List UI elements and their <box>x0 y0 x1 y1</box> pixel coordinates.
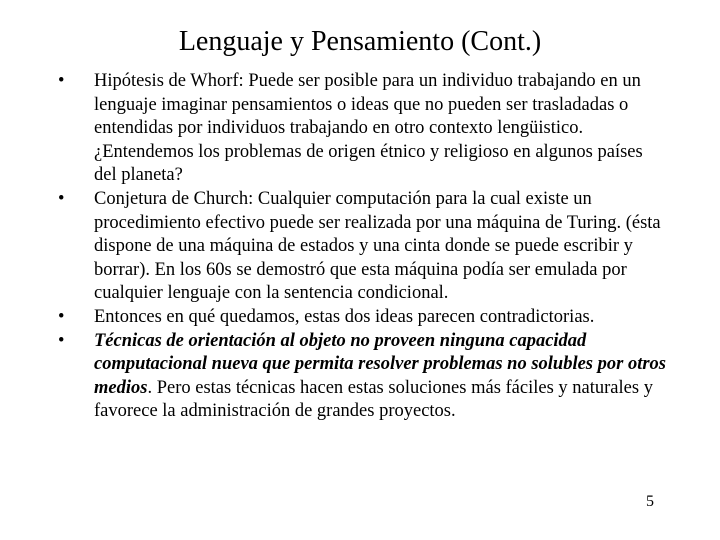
slide-title: Lenguaje y Pensamiento (Cont.) <box>178 26 542 57</box>
bullet-item-contradiction <box>58 306 668 330</box>
bullet-emphasis-oo: Técnicas de orientación al objeto no proveen ninguna capacidad computacional nueva que permita resolver problemas no solubles por otros medios <box>94 330 666 398</box>
bullet-text-contradiction: Entonces en qué quedamos, estas dos ideas parecen contradictorias. <box>94 306 595 327</box>
bullet-icon: • <box>58 306 65 327</box>
bullet-continuation-whorf: ¿Entendemos los problemas de origen étnico y religioso en algunos países del planeta? <box>94 141 643 186</box>
page-number: 5 <box>646 493 654 510</box>
bullet-icon: • <box>58 71 65 91</box>
bullet-list <box>58 70 668 424</box>
bullet-icon: • <box>58 188 65 209</box>
bullet-text-whorf: Hipótesis de Whorf: Puede ser posible para un individuo trabajando en un lenguaje imaginar pensamientos o ideas que no pueden ser trasladadas o entendidas por individuos trabajando en otro contexto lengüistico. <box>94 71 641 139</box>
bullet-text-oo: . Pero estas técnicas hacen estas soluciones más fáciles y naturales y favorece la administración de grandes proyectos. <box>94 377 653 422</box>
bullet-icon: • <box>58 330 65 351</box>
bullet-text-church: Conjetura de Church: Cualquier computación para la cual existe un procedimiento efectivo puede ser realizada por una máquina de Turing. (ésta dispone de una máquina de estados y una cinta donde se puede escribir y borrar). En los 60s se demostró que esta máquina podía ser emulada por cualquier lenguaje con la sentencia condicional. <box>94 188 661 304</box>
bullet-item-whorf <box>58 70 668 188</box>
bullet-item-oo-techniques <box>58 330 668 424</box>
bullet-item-church <box>58 188 668 306</box>
